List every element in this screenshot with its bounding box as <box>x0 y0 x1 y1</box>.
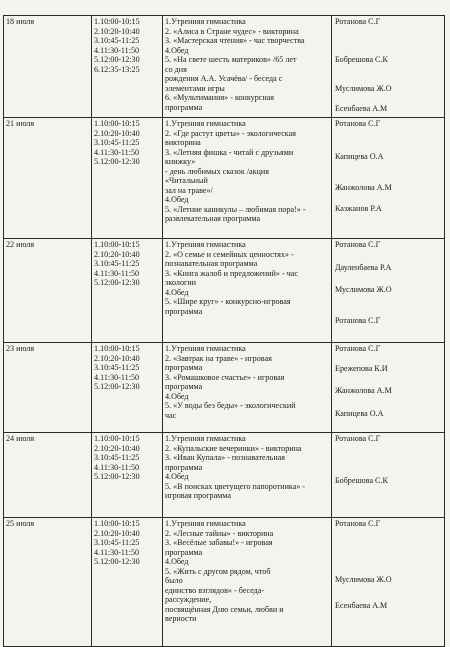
time-cell: 1.10:00-10:15 2.10:20-10:40 3.10:45-11:25 4.11:30-11:50 5.12:00-12:30 <box>92 343 163 433</box>
program-cell: 1.Утренняя гимнастика 2. «Завтрак на траве» - игровая программа 3. «Ромашковое счастье» - игровая программа 4.Обед 5. «У воды без беды» - экологический час <box>163 343 332 433</box>
responsible-name: Ротанова С.Г <box>335 519 381 528</box>
responsible-cell <box>332 343 445 433</box>
time-cell: 1.10:00-10:15 2.10:20-10:40 3.10:45-11:25 4.11:30-11:50 5.12:00-12:30 <box>92 118 163 239</box>
responsible-name: Бобрешова С.К <box>335 55 388 64</box>
table-row <box>4 239 445 343</box>
time-cell: 1.10:00-10:15 2.10:20-10:40 3.10:45-11:25 4.11:30-11:50 5.12:00-12:30 <box>92 239 163 343</box>
date-cell: 25 июля <box>4 518 92 647</box>
responsible-cell <box>332 118 445 239</box>
responsible-name: Капицева О.А <box>335 152 384 161</box>
table-row <box>4 16 445 118</box>
responsible-name: Ротанова С.Г <box>335 240 381 249</box>
responsible-name: Ротанова С.Г <box>335 119 381 128</box>
responsible-name: Капицева О.А <box>335 409 384 418</box>
program-cell: 1.Утренняя гимнастика 2. «Лесные тайны» - викторина 3. «Весёлые забавы!» - игровая программа 4.Обед 5. «Жить с другом рядом, чтоб было единство взглядов» - беседа- рассуждение, посвящённая Дню семьи, любви и верности <box>163 518 332 647</box>
responsible-name: Есенбаева А.М <box>335 601 388 610</box>
responsible-cell <box>332 518 445 647</box>
responsible-name: Ротанова С.Г <box>335 17 381 26</box>
responsible-name: Есенбаева А.М <box>335 104 388 113</box>
responsible-name: Жанжолова А.М <box>335 183 392 192</box>
responsible-name: Муслимова Ж.О <box>335 575 392 584</box>
table-row <box>4 518 445 647</box>
time-cell: 1.10:00-10:15 2.10:20-10:40 3.10:45-11:25 4.11:30-11:50 5.12:00-12:30 6.12:35-13:25 <box>92 16 163 118</box>
date-cell: 24 июля <box>4 433 92 518</box>
responsible-cell <box>332 16 445 118</box>
responsible-cell <box>332 433 445 518</box>
program-cell: 1.Утренняя гимнастика 2. «Алиса в Стране чудес» - викторина 3. «Мастерская чтения» - час творчества 4.Обед 5. «На свете шесть материков» /65 лет со дня рождения А.А. Усачёва/ - беседа с элементами игры 6. «Мультимания» - конкурсная программа <box>163 16 332 118</box>
responsible-name: Ротанова С.Г <box>335 344 381 353</box>
responsible-name: Казжанов Р.А <box>335 204 382 213</box>
time-cell: 1.10:00-10:15 2.10:20-10:40 3.10:45-11:25 4.11:30-11:50 5.12:00-12:30 <box>92 518 163 647</box>
program-cell: 1.Утренняя гимнастика 2. «Где растут цветы» - экологическая викторина 3. «Летняя фишка - читай с друзьями книжку» - день любимых сказок /акция «Читальный зал на траве»/ 4.Обед 5. «Летние каникулы – любимая пора!» - развлекательная программа <box>163 118 332 239</box>
responsible-name: Муслимова Ж.О <box>335 285 392 294</box>
program-cell: 1.Утренняя гимнастика 2. «О семье и семейных ценностях» - познавательная программа 3. «Книга жалоб и предложений» - час экологии 4.Обед 5. «Шире круг» - конкурсно-игровая программа <box>163 239 332 343</box>
responsible-name: Жанжолова А.М <box>335 386 392 395</box>
date-cell: 21 июля <box>4 118 92 239</box>
date-cell: 18 июля <box>4 16 92 118</box>
table-row <box>4 433 445 518</box>
responsible-cell <box>332 239 445 343</box>
responsible-name: Ротанова С.Г <box>335 316 381 325</box>
schedule-table <box>3 15 445 647</box>
date-cell: 23 июля <box>4 343 92 433</box>
time-cell: 1.10:00-10:15 2.10:20-10:40 3.10:45-11:25 4.11:30-11:50 5.12:00-12:30 <box>92 433 163 518</box>
table-row <box>4 343 445 433</box>
table-row <box>4 118 445 239</box>
date-cell: 22 июля <box>4 239 92 343</box>
responsible-name: Ротанова С.Г <box>335 434 381 443</box>
responsible-name: Ережепова К.И <box>335 364 388 373</box>
responsible-name: Бобрешова С.К <box>335 476 388 485</box>
responsible-name: Муслимова Ж.О <box>335 84 392 93</box>
responsible-name: Дауленбаева Р.А <box>335 263 392 272</box>
program-cell: 1.Утренняя гимнастика 2. «Купальские вечеринки» - викторина 3. «Иван Купала» - познавательная программа 4.Обед 5. «В поисках цветущего папоротника» - игровая программа <box>163 433 332 518</box>
